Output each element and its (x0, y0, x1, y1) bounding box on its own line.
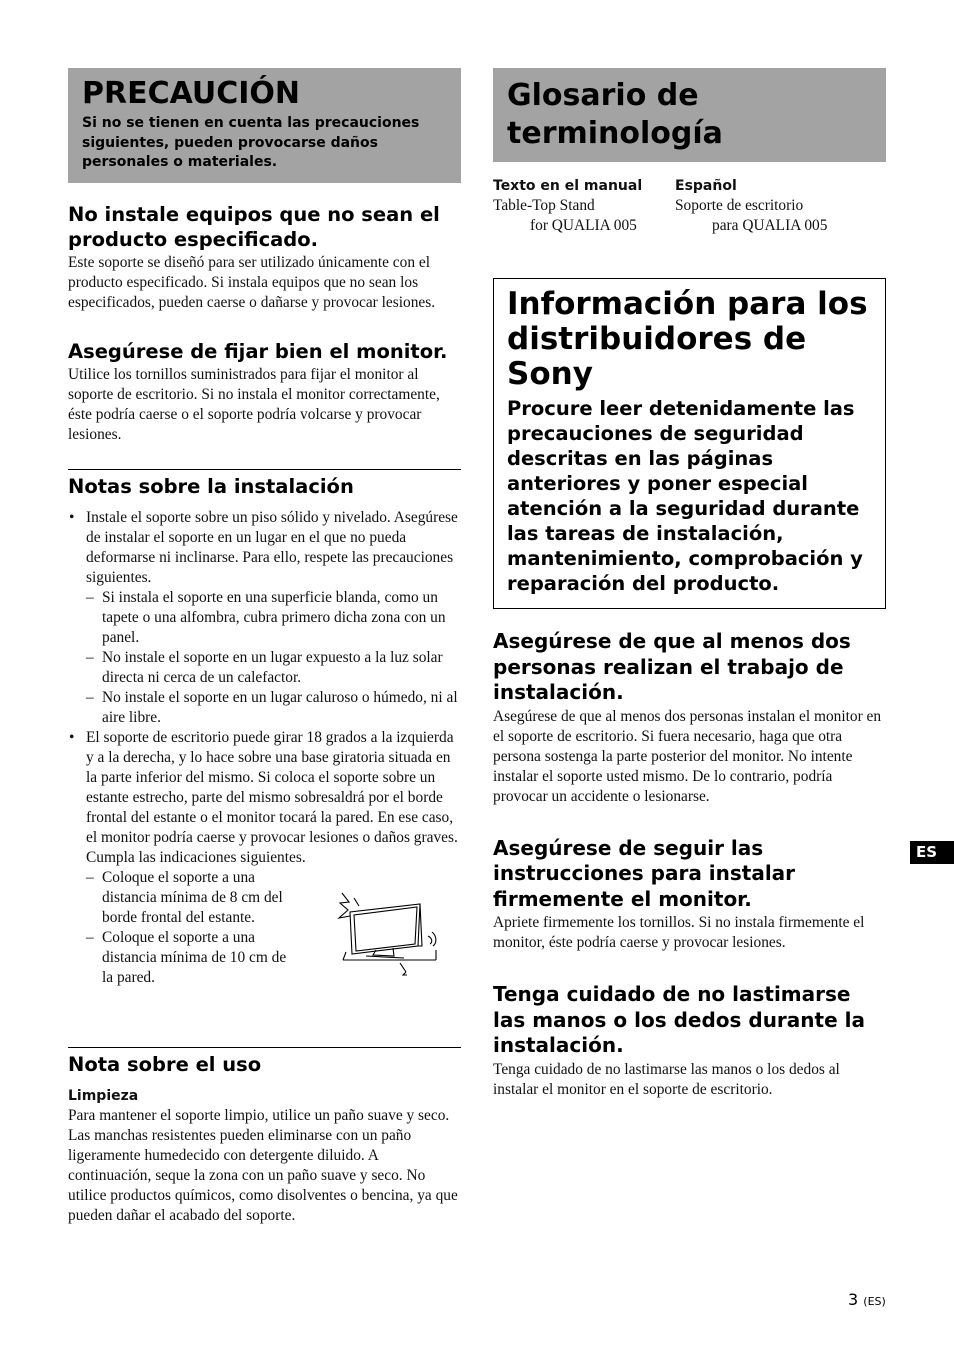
glossary-column-spanish (675, 176, 827, 236)
bullet-text: El soporte de escritorio puede girar 18 grados a la izquierda y a la derecha, y lo hace sobre una base giratoria situada en la parte inferior del mismo. Si coloca el soporte sobre un estante estrecho, parte del mismo sobresaldrá por el borde frontal del estante o el monitor tocará la pared. En ese caso, el monitor podría caerse y provocar lesiones o daños graves. Cumpla las indicaciones siguientes. (86, 728, 458, 866)
sub-list (86, 588, 461, 728)
caution-box (68, 68, 461, 183)
page-number (848, 1290, 886, 1309)
glossary-term: Table-Top Stand (493, 197, 595, 214)
column-header: Texto en el manual (493, 178, 643, 194)
section-installation-notes (68, 469, 461, 1044)
bullet-text: Instale el soporte sobre un piso sólido y nivelado. Asegúrese de instalar el soporte en un lugar en el que no pueda deformarse ni inclinarse. Para ello, respete las precauciones siguientes. (86, 508, 458, 586)
section-follow-instructions (493, 836, 886, 954)
section-hands-fingers (493, 982, 886, 1100)
column-header: Español (675, 178, 737, 194)
dealer-info-subtitle: Procure leer detenidamente las precauciones de seguridad descritas en las páginas anteriores y poner especial atención a la seguridad durante las tareas de instalación, mantenimiento, comprobación y reparación del producto. (507, 397, 863, 595)
list-item: – No instale el soporte en un lugar expuesto a la luz solar directa ni cerca de un calefactor. (86, 648, 461, 688)
section-text: Asegúrese de que al menos dos personas instalan el monitor en el soporte de escritorio. Si fuera necesario, haga que otra persona sostenga la parte posterior del monitor. No intente instalar el soporte usted mismo. De lo contrario, podría provocar un accidente o lesionarse. (493, 707, 882, 805)
language-tab: ES (910, 841, 954, 864)
glossary-table (493, 176, 886, 236)
list-item (68, 508, 461, 728)
monitor-on-shelf-illustration (336, 890, 442, 985)
section-text: Apriete firmemente los tornillos. Si no instala firmemente el monitor, éste podría caerse y provocar lesiones. (493, 914, 865, 951)
section-heading: Nota sobre el uso (68, 1052, 262, 1076)
section-heading: Tenga cuidado de no lastimarse las manos o los dedos durante la instalación. (493, 982, 865, 1057)
list-item: – Coloque el soporte a una distancia mínima de 8 cm del borde frontal del estante. (86, 868, 296, 928)
sub-list (86, 868, 296, 988)
glossary-title-box (493, 68, 886, 162)
list-item: – Coloque el soporte a una distancia mínima de 10 cm de la pared. (86, 928, 296, 988)
section-heading: Asegúrese de que al menos dos personas realizan el trabajo de instalación. (493, 629, 851, 704)
section-text: Utilice los tornillos suministrados para fijar el monitor al soporte de escritorio. Si no instala el monitor correctamente, éste podría caerse o el soporte podría volcarse y provocar lesiones. (68, 365, 440, 443)
glossary-term: for QUALIA 005 (530, 217, 637, 234)
right-column (493, 68, 886, 1100)
caution-title: PRECAUCIÓN (82, 76, 301, 111)
page-number-value: 3 (848, 1290, 859, 1309)
page-number-suffix: (ES) (863, 1295, 886, 1308)
section-heading: Notas sobre la instalación (68, 474, 354, 498)
glossary-term: Soporte de escritorio (675, 197, 804, 214)
left-column (68, 68, 461, 1226)
caution-subtitle: Si no se tienen en cuenta las precauciones siguientes, pueden provocarse daños personales o materiales. (82, 115, 420, 170)
section-fix-monitor (68, 339, 461, 445)
section-text: Este soporte se diseñó para ser utilizado únicamente con el producto especificado. Si instala equipos que no sean los especificados, pueden caerse o dañarse y provocar lesiones. (68, 253, 436, 311)
dealer-info-box (493, 278, 886, 609)
section-heading: Asegúrese de fijar bien el monitor. (68, 339, 448, 363)
section-heading: No instale equipos que no sean el producto especificado. (68, 202, 440, 251)
section-text: Para mantener el soporte limpio, utilice un paño suave y seco. Las manchas resistentes pueden eliminarse con un paño ligeramente humedecido con detergente diluido. A continuación, seque la zona con un paño suave y seco. No utilice productos químicos, como disolventes o bencina, ya que pueden dañar el acabado del soporte. (68, 1106, 458, 1224)
section-two-persons (493, 629, 886, 807)
list-item: – No instale el soporte en un lugar caluroso o húmedo, ni al aire libre. (86, 688, 461, 728)
list-item: – Si instala el soporte en una superficie blanda, como un tapete o una alfombra, cubra primero dicha zona con un panel. (86, 588, 461, 648)
glossary-term: para QUALIA 005 (712, 217, 828, 234)
section-text: Tenga cuidado de no lastimarse las manos o los dedos al instalar el monitor en el soporte de escritorio. (493, 1060, 840, 1098)
section-heading: Asegúrese de seguir las instrucciones para instalar firmemente el monitor. (493, 835, 796, 911)
section-usage-note (68, 1047, 461, 1226)
glossary-title: Glosario de terminología (507, 78, 723, 151)
glossary-column-manual (493, 176, 675, 236)
dealer-info-title: Información para los distribuidores de Sony (507, 286, 868, 392)
section-subheading: Limpieza (68, 1087, 139, 1104)
section-specified-product (68, 202, 461, 313)
